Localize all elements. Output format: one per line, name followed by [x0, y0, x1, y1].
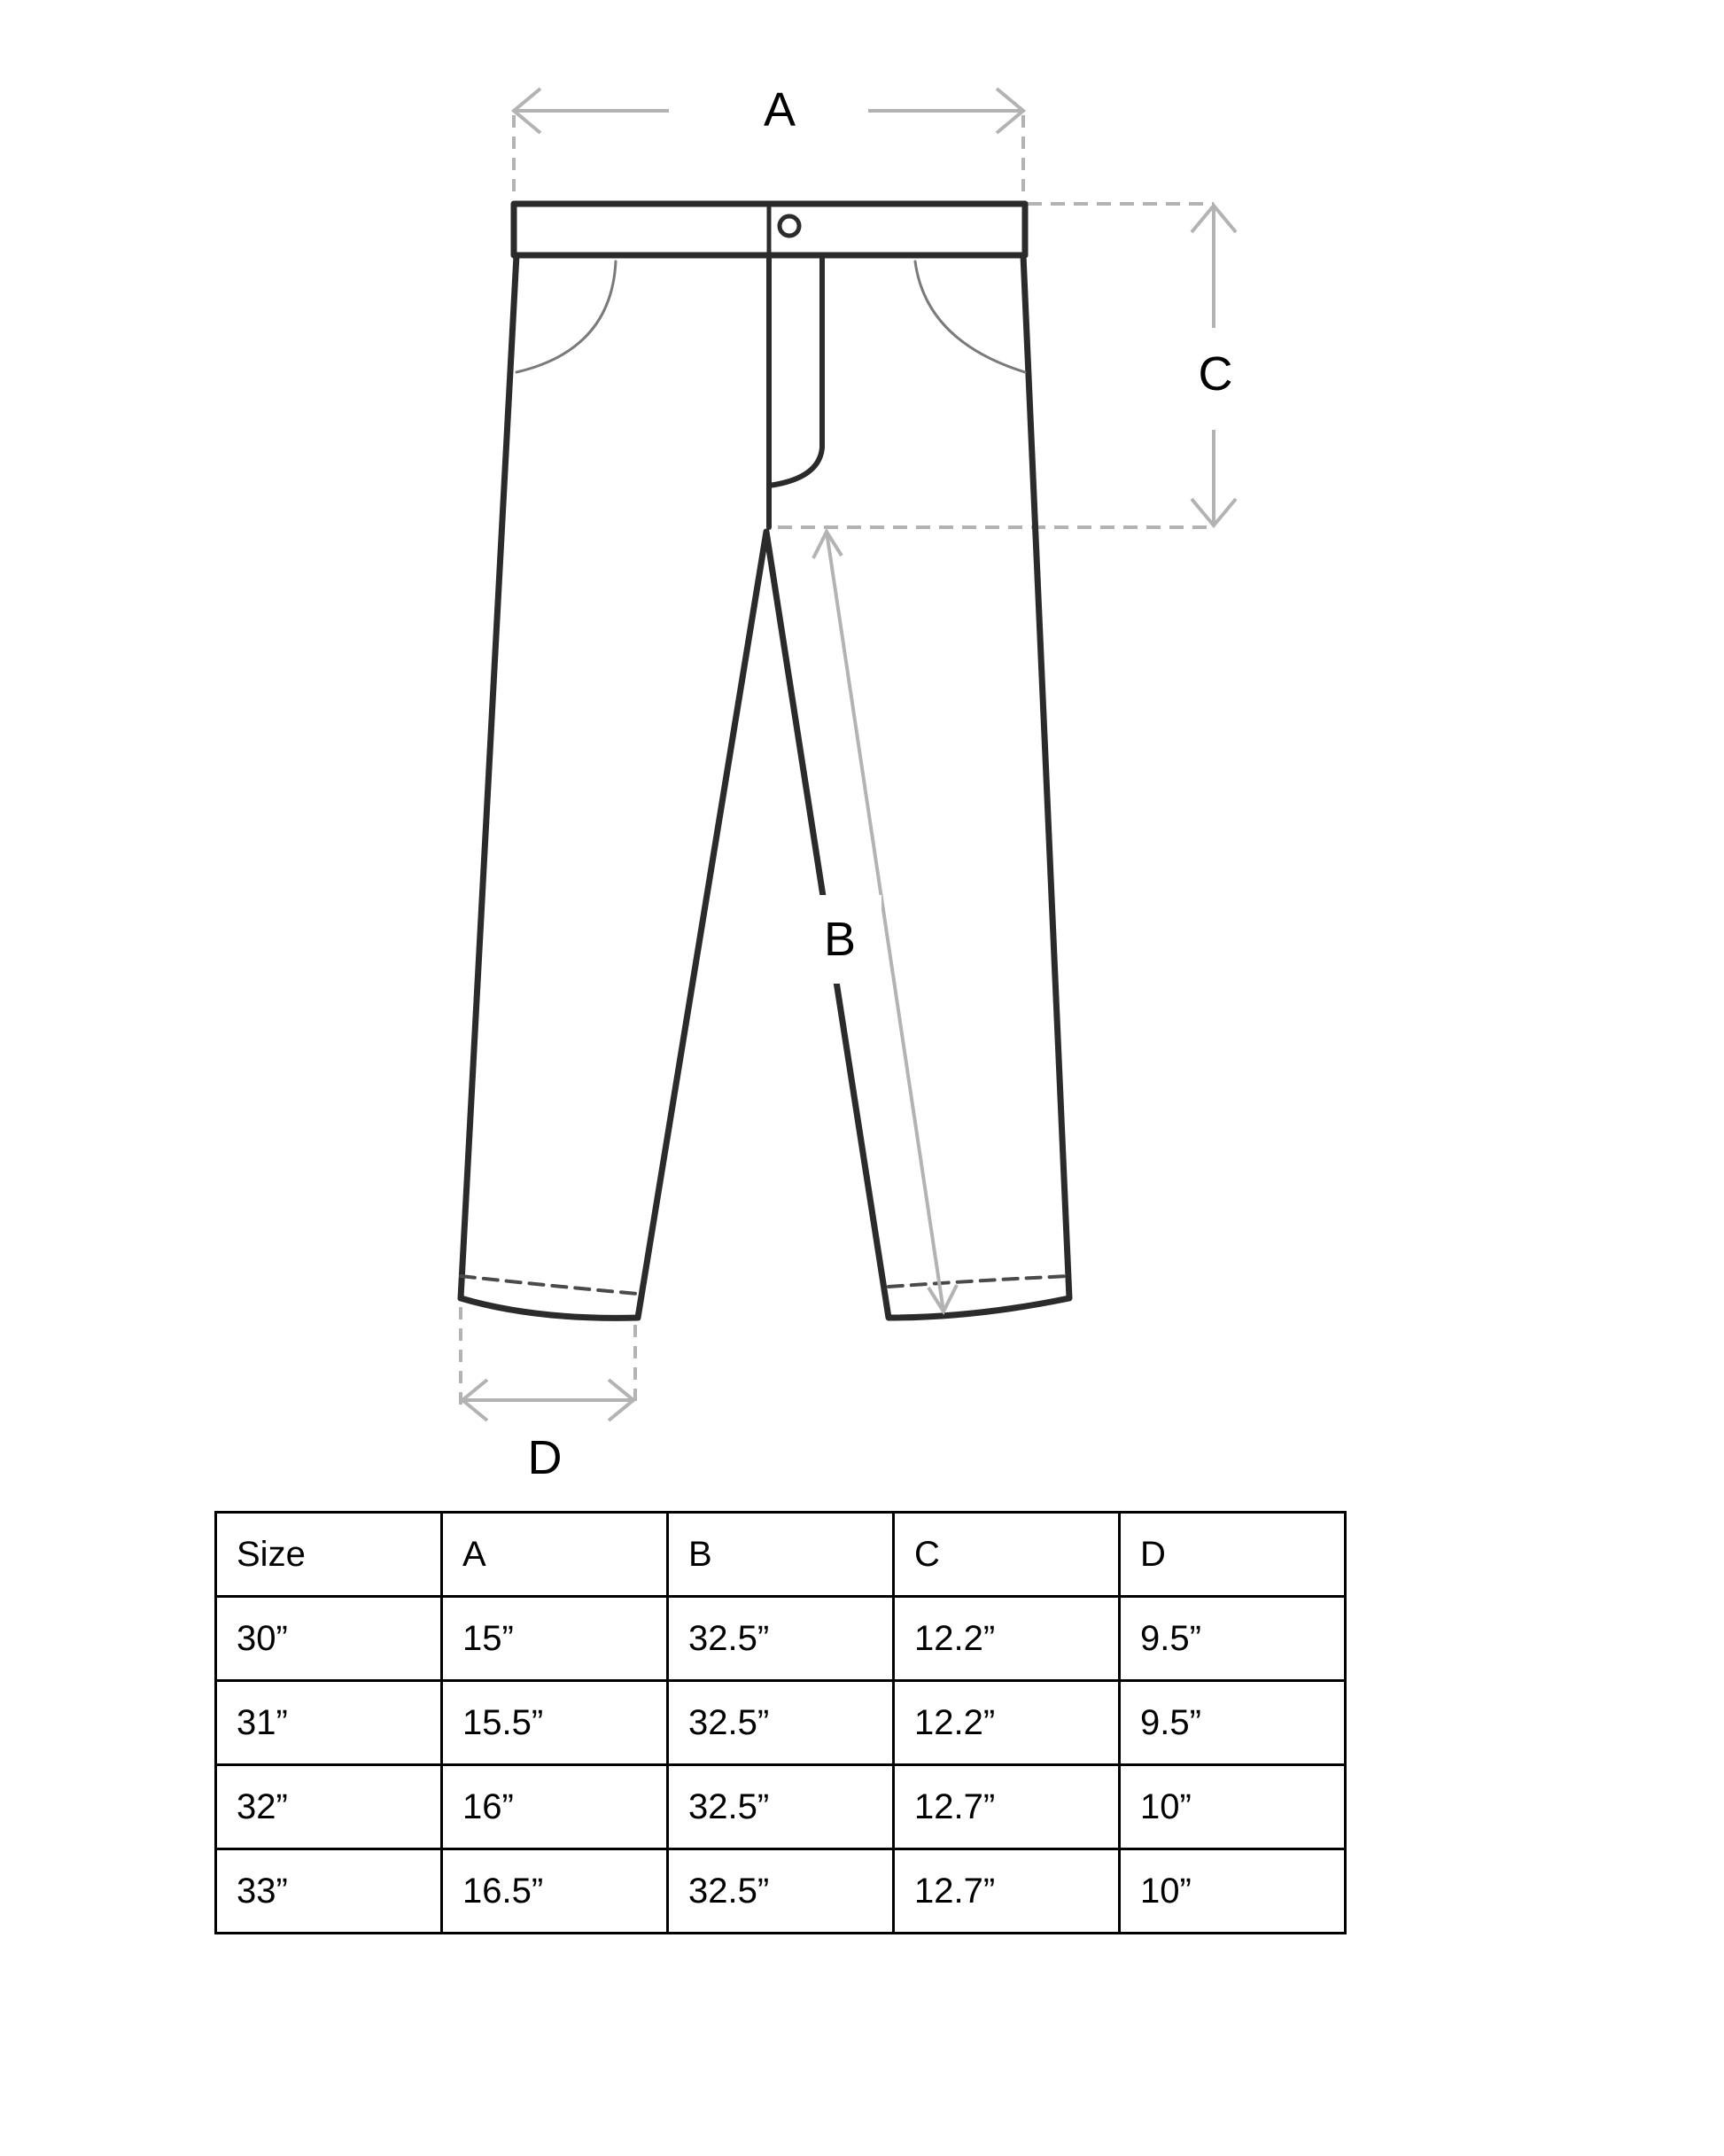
table-cell: 32.5”	[668, 1849, 894, 1934]
table-cell: 32.5”	[668, 1681, 894, 1765]
table-cell: 12.2”	[894, 1681, 1120, 1765]
table-cell: 12.7”	[894, 1765, 1120, 1849]
table-header-row	[216, 1513, 1346, 1597]
dimension-c-label: C	[1198, 347, 1233, 401]
table-cell: 33”	[216, 1849, 442, 1934]
table-cell: 32”	[216, 1765, 442, 1849]
table-cell: 32.5”	[668, 1597, 894, 1681]
table-cell: 12.7”	[894, 1849, 1120, 1934]
table-cell: 10”	[1120, 1765, 1346, 1849]
pants-outline	[461, 204, 1069, 1318]
size-chart-table	[214, 1511, 1347, 1934]
table-row	[216, 1765, 1346, 1849]
table-cell: 12.2”	[894, 1597, 1120, 1681]
table-cell: 10”	[1120, 1849, 1346, 1934]
table-cell: 32.5”	[668, 1765, 894, 1849]
table-cell: 15”	[442, 1597, 668, 1681]
header-d: D	[1120, 1513, 1346, 1597]
header-c: C	[894, 1513, 1120, 1597]
header-a: A	[442, 1513, 668, 1597]
dimension-d-label: D	[527, 1431, 563, 1484]
dimension-b-label: B	[823, 913, 857, 966]
table-cell: 9.5”	[1120, 1597, 1346, 1681]
table-cell: 30”	[216, 1597, 442, 1681]
table-cell: 16”	[442, 1765, 668, 1849]
table-cell: 16.5”	[442, 1849, 668, 1934]
header-b: B	[668, 1513, 894, 1597]
table-row	[216, 1681, 1346, 1765]
table-row	[216, 1597, 1346, 1681]
table-cell: 9.5”	[1120, 1681, 1346, 1765]
dimension-d-guide	[461, 1307, 635, 1420]
table-cell: 31”	[216, 1681, 442, 1765]
header-size: Size	[216, 1513, 442, 1597]
table-cell: 15.5”	[442, 1681, 668, 1765]
dimension-a-label: A	[763, 83, 796, 136]
table-row	[216, 1849, 1346, 1934]
